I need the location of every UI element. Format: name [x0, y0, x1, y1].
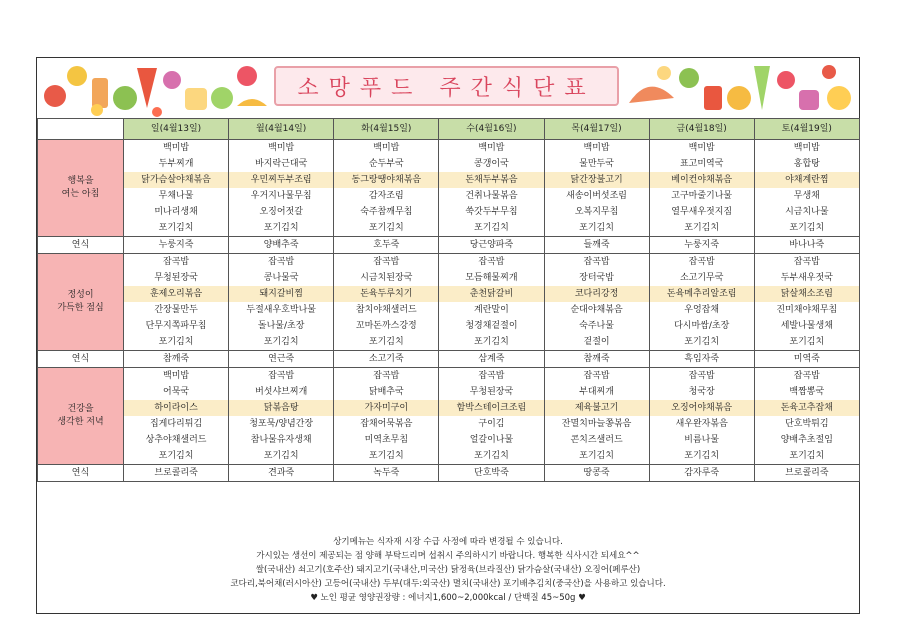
menu-item: 장터국밥: [544, 270, 649, 286]
food-illustration-right: [624, 58, 859, 118]
menu-item: 청경채겉절이: [439, 318, 544, 334]
menu-item: 잡곡밥: [544, 368, 649, 385]
menu-item: 백미밥: [124, 140, 229, 157]
snack-item: 소고기죽: [334, 351, 439, 368]
menu-item: 콩갱이국: [439, 156, 544, 172]
snack-item: 연근죽: [229, 351, 334, 368]
day-header-row: [38, 119, 860, 140]
menu-item: 얼갈이나물: [439, 432, 544, 448]
menu-item: 포기김치: [439, 220, 544, 237]
header-banner: [37, 58, 859, 119]
day-header: 월(4월14일): [229, 119, 334, 140]
menu-item: 간장물만두: [124, 302, 229, 318]
dinner-label: 건강을 생각한 저녁: [38, 368, 124, 465]
menu-item: 하이라이스: [124, 400, 229, 416]
snack-item: 견과죽: [229, 465, 334, 482]
menu-item: 양배추초절임: [754, 432, 859, 448]
menu-item: 백미밥: [754, 140, 859, 157]
menu-item: 집게다리튀김: [124, 416, 229, 432]
snack-label: 연식: [38, 465, 124, 482]
menu-item: 포기김치: [334, 448, 439, 465]
menu-item: 감자조림: [334, 188, 439, 204]
menu-item: 코다리강정: [544, 286, 649, 302]
dinner-row: [38, 448, 860, 465]
day-header: 금(4월18일): [649, 119, 754, 140]
menu-item: 잡곡밥: [124, 254, 229, 271]
menu-item: 무청된장국: [439, 384, 544, 400]
dinner-row: [38, 400, 860, 416]
menu-item: 백미밥: [229, 140, 334, 157]
menu-item: 표고미역국: [649, 156, 754, 172]
food-illustration-left: [37, 58, 272, 118]
menu-item: 비름나물: [649, 432, 754, 448]
menu-item: 포기김치: [544, 220, 649, 237]
lunch-row: [38, 286, 860, 302]
snack-item: 녹두죽: [334, 465, 439, 482]
menu-item: 꼬마돈까스강정: [334, 318, 439, 334]
menu-item: 콩나물국: [229, 270, 334, 286]
snack-item: 흑임자죽: [649, 351, 754, 368]
menu-item: 잡곡밥: [439, 254, 544, 271]
menu-item: 고구마줄기나물: [649, 188, 754, 204]
menu-item: 오징어야채볶음: [649, 400, 754, 416]
snack-item: 삼계죽: [439, 351, 544, 368]
menu-item: 우엉잡채: [649, 302, 754, 318]
menu-item: 순두부국: [334, 156, 439, 172]
menu-item: 포기김치: [649, 448, 754, 465]
snack-row: [38, 237, 860, 254]
menu-item: 돼지갈비찜: [229, 286, 334, 302]
menu-item: 포기김치: [229, 448, 334, 465]
menu-item: 다시마쌈/초장: [649, 318, 754, 334]
menu-item: 잡곡밥: [754, 254, 859, 271]
note-line: 코다리,북어채(러시아산) 고등어(국내산) 두부(대두:외국산) 멸치(국내산) 포기배추김치(중국산)을 사용하고 있습니다.: [230, 579, 666, 589]
menu-item: 가자미구이: [334, 400, 439, 416]
corner-cell: [38, 119, 124, 140]
snack-item: 참깨죽: [544, 351, 649, 368]
snack-item: 누룽지죽: [124, 237, 229, 254]
menu-item: 단무지쪽파무침: [124, 318, 229, 334]
day-header: 토(4월19일): [754, 119, 859, 140]
menu-item: 백짬뽕국: [754, 384, 859, 400]
menu-item: 무채나물: [124, 188, 229, 204]
menu-item: 쑥갓두부무침: [439, 204, 544, 220]
day-header: 수(4월16일): [439, 119, 544, 140]
menu-item: 포기김치: [544, 448, 649, 465]
menu-item: 잡곡밥: [754, 368, 859, 385]
dinner-row: [38, 416, 860, 432]
menu-item: 숙주참깨무침: [334, 204, 439, 220]
menu-item: 숙주나물: [544, 318, 649, 334]
menu-item: 두절새우호박나물: [229, 302, 334, 318]
menu-item: 닭볶음탕: [229, 400, 334, 416]
menu-item: 함박스테이크조림: [439, 400, 544, 416]
menu-item: 미나리생채: [124, 204, 229, 220]
snack-item: 양배추죽: [229, 237, 334, 254]
breakfast-row: [38, 220, 860, 237]
nutrition-note: ♥ 노인 평균 영양권장량 : 에너지1,600~2,000kcal / 단백질 45~50g ♥: [310, 593, 586, 603]
menu-item: 잡곡밥: [649, 254, 754, 271]
menu-item: 모듬해물찌개: [439, 270, 544, 286]
menu-item: 무청된장국: [124, 270, 229, 286]
snack-item: 브로콜리죽: [124, 465, 229, 482]
menu-item: 백미밥: [649, 140, 754, 157]
menu-item: 잔멸치마늘쫑볶음: [544, 416, 649, 432]
menu-item: 닭살채소조림: [754, 286, 859, 302]
menu-item: 잡채어묵볶음: [334, 416, 439, 432]
menu-item: 소고기무국: [649, 270, 754, 286]
menu-item: 열무새우젓지짐: [649, 204, 754, 220]
dinner-row: [38, 384, 860, 400]
menu-item: 돌나물/초장: [229, 318, 334, 334]
menu-item: 닭가슴살야채볶음: [124, 172, 229, 188]
menu-item: 백미밥: [439, 140, 544, 157]
snack-label: 연식: [38, 237, 124, 254]
lunch-row: [38, 318, 860, 334]
note-line: 쌀(국내산) 쇠고기(호주산) 돼지고기(국내산,미국산) 닭정육(브라질산) 닭가슴살(국내산) 오징어(페루산): [255, 565, 641, 575]
page-title-box: [274, 66, 619, 106]
day-header: 일(4월13일): [124, 119, 229, 140]
menu-item: 세발나물생채: [754, 318, 859, 334]
menu-item: 미역초무침: [334, 432, 439, 448]
snack-item: 브로콜리죽: [754, 465, 859, 482]
breakfast-row: [38, 172, 860, 188]
snack-row: [38, 351, 860, 368]
menu-item: 포기김치: [334, 220, 439, 237]
breakfast-row: [38, 140, 860, 157]
menu-item: 돈육메추리알조림: [649, 286, 754, 302]
snack-item: 땅콩죽: [544, 465, 649, 482]
snack-item: 감자루죽: [649, 465, 754, 482]
menu-item: 참나물유자생채: [229, 432, 334, 448]
menu-item: 포기김치: [124, 220, 229, 237]
menu-item: 동그랑땡야채볶음: [334, 172, 439, 188]
menu-item: 포기김치: [439, 334, 544, 351]
menu-item: 잡곡밥: [229, 254, 334, 271]
menu-item: 포기김치: [334, 334, 439, 351]
lunch-row: [38, 270, 860, 286]
menu-item: 부대찌개: [544, 384, 649, 400]
menu-item: 포기김치: [124, 334, 229, 351]
lunch-row: [38, 334, 860, 351]
menu-item: 구이김: [439, 416, 544, 432]
menu-item: 잡곡밥: [334, 254, 439, 271]
snack-item: 누룽지죽: [649, 237, 754, 254]
menu-item: 새송이버섯조림: [544, 188, 649, 204]
menu-sheet: [36, 57, 860, 614]
menu-item: 닭배추국: [334, 384, 439, 400]
weekly-menu-table: [37, 118, 860, 482]
menu-item: 잡곡밥: [439, 368, 544, 385]
menu-item: 포기김치: [649, 220, 754, 237]
page-title: 소망푸드 주간식단표: [297, 75, 596, 101]
menu-item: 돈육고추잡채: [754, 400, 859, 416]
snack-row: [38, 465, 860, 482]
menu-item: 훈제오리볶음: [124, 286, 229, 302]
breakfast-row: [38, 204, 860, 220]
menu-item: 겉절이: [544, 334, 649, 351]
menu-item: 포기김치: [754, 220, 859, 237]
menu-item: 두부새우젓국: [754, 270, 859, 286]
snack-item: 들깨죽: [544, 237, 649, 254]
menu-item: 오복지무침: [544, 204, 649, 220]
menu-item: 우거지나물무침: [229, 188, 334, 204]
menu-item: 포기김치: [754, 448, 859, 465]
snack-item: 미역죽: [754, 351, 859, 368]
lunch-label: 정성이 가득한 점심: [38, 254, 124, 351]
menu-item: 참치야채샐러드: [334, 302, 439, 318]
menu-item: 순대야채볶음: [544, 302, 649, 318]
menu-item: 백미밥: [124, 368, 229, 385]
menu-item: 물만두국: [544, 156, 649, 172]
menu-item: 버섯샤브찌개: [229, 384, 334, 400]
menu-item: 야채계란찜: [754, 172, 859, 188]
dinner-row: [38, 368, 860, 385]
menu-item: 홍합탕: [754, 156, 859, 172]
menu-item: 베이컨야채볶음: [649, 172, 754, 188]
menu-item: 콘치즈샐러드: [544, 432, 649, 448]
menu-item: 포기김치: [229, 220, 334, 237]
menu-item: 포기김치: [649, 334, 754, 351]
menu-item: 무생채: [754, 188, 859, 204]
menu-item: 바지락근대국: [229, 156, 334, 172]
menu-item: 잡곡밥: [544, 254, 649, 271]
menu-item: 시금치나물: [754, 204, 859, 220]
dinner-row: [38, 432, 860, 448]
menu-item: 건취나물볶음: [439, 188, 544, 204]
breakfast-label: 행복을 여는 아침: [38, 140, 124, 237]
snack-label: 연식: [38, 351, 124, 368]
breakfast-row: [38, 188, 860, 204]
menu-item: 닭간장불고기: [544, 172, 649, 188]
menu-item: 백미밥: [544, 140, 649, 157]
lunch-row: [38, 302, 860, 318]
menu-item: 청포묵/양념간장: [229, 416, 334, 432]
menu-item: 우민찌두부조림: [229, 172, 334, 188]
menu-item: 시금치된장국: [334, 270, 439, 286]
menu-item: 청국장: [649, 384, 754, 400]
day-header: 화(4월15일): [334, 119, 439, 140]
menu-item: 어묵국: [124, 384, 229, 400]
breakfast-row: [38, 156, 860, 172]
snack-item: 바나나죽: [754, 237, 859, 254]
snack-item: 당근양파죽: [439, 237, 544, 254]
menu-item: 돈육두루치기: [334, 286, 439, 302]
menu-item: 포기김치: [754, 334, 859, 351]
menu-item: 상추야채샐러드: [124, 432, 229, 448]
lunch-row: [38, 254, 860, 271]
menu-item: 계란말이: [439, 302, 544, 318]
menu-item: 오징어젓갈: [229, 204, 334, 220]
menu-item: 새우완자볶음: [649, 416, 754, 432]
snack-item: 참깨죽: [124, 351, 229, 368]
menu-item: 포기김치: [124, 448, 229, 465]
note-line: 상기메뉴는 식자재 시장 수급 사정에 따라 변경될 수 있습니다.: [333, 537, 563, 547]
menu-item: 진미채야채무침: [754, 302, 859, 318]
menu-item: 백미밥: [334, 140, 439, 157]
menu-item: 두부찌개: [124, 156, 229, 172]
menu-item: 잡곡밥: [649, 368, 754, 385]
menu-item: 포기김치: [439, 448, 544, 465]
note-line: 가시있는 생선이 제공되는 점 양해 부탁드리며 섭취시 주의하시기 바랍니다. 행복한 식사시간 되세요^^: [256, 551, 640, 561]
menu-item: 잡곡밥: [229, 368, 334, 385]
menu-item: 제육불고기: [544, 400, 649, 416]
day-header: 목(4월17일): [544, 119, 649, 140]
snack-item: 단호박죽: [439, 465, 544, 482]
notes-section: [37, 529, 859, 613]
menu-item: 잡곡밥: [334, 368, 439, 385]
snack-item: 호두죽: [334, 237, 439, 254]
menu-item: 돈채두부볶음: [439, 172, 544, 188]
menu-item: 포기김치: [229, 334, 334, 351]
menu-item: 춘천닭갈비: [439, 286, 544, 302]
menu-item: 단호박튀김: [754, 416, 859, 432]
